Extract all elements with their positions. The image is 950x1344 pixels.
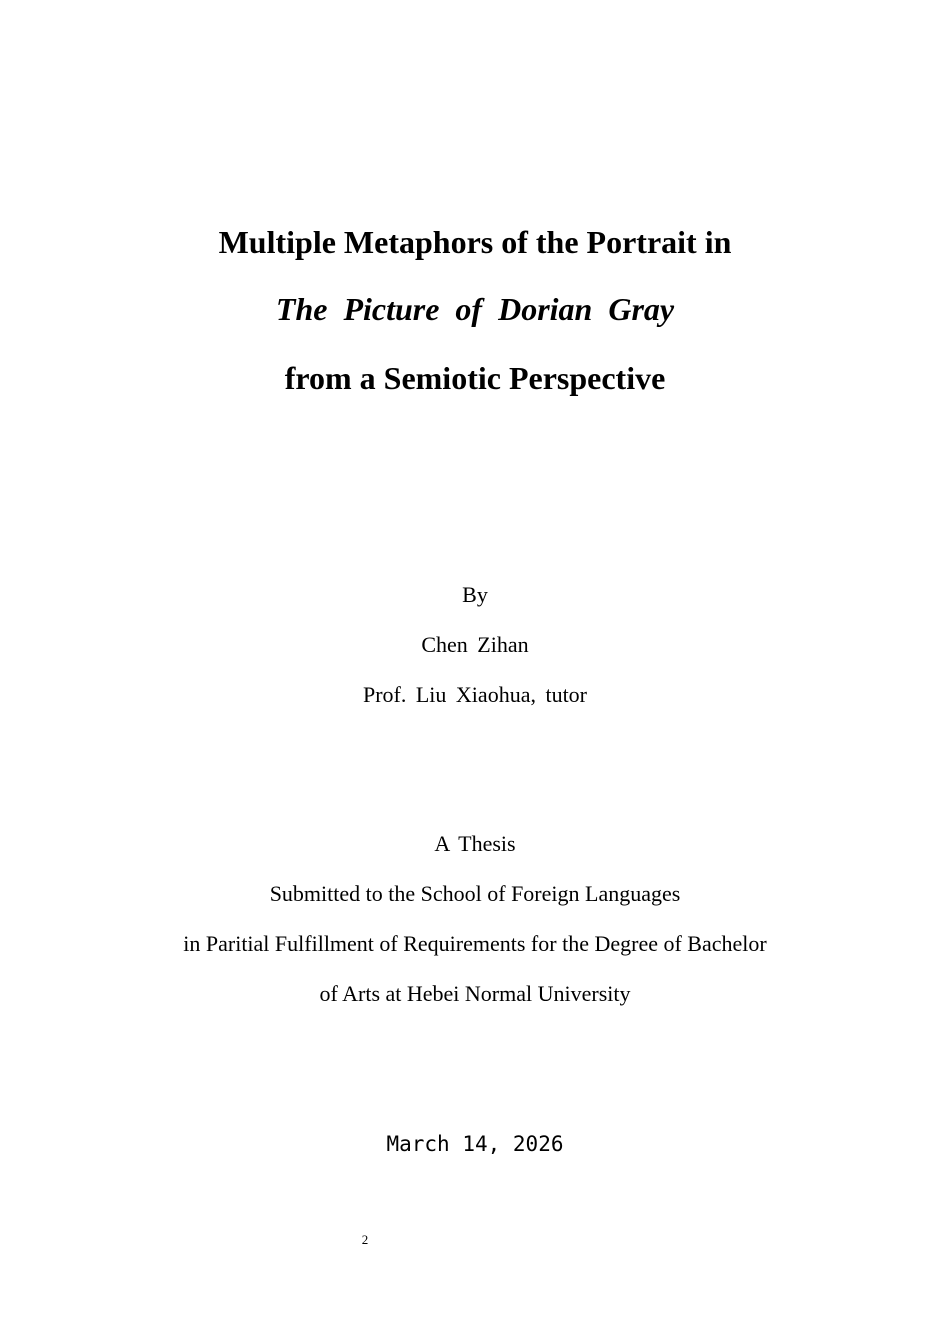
page-number: 2 [361, 1232, 369, 1247]
submission-date: March 14, 2026 [386, 1132, 564, 1156]
submission-line-school: Submitted to the School of Foreign Languages [269, 881, 681, 906]
title-line-3: from a Semiotic Perspective [284, 360, 666, 396]
submission-line-university: of Arts at Hebei Normal University [319, 981, 631, 1006]
author-name: Chen Zihan [421, 632, 529, 657]
title-line-1: Multiple Metaphors of the Portrait in [218, 224, 732, 260]
title-line-2-book-title: The Picture of Dorian Gray [275, 291, 675, 327]
by-label: By [462, 582, 488, 607]
submission-line-degree: in Paritial Fulfillment of Requirements for the Degree of Bachelor [183, 931, 767, 956]
tutor-name: Prof. Liu Xiaohua, tutor [362, 682, 588, 707]
thesis-label: A Thesis [434, 831, 516, 856]
